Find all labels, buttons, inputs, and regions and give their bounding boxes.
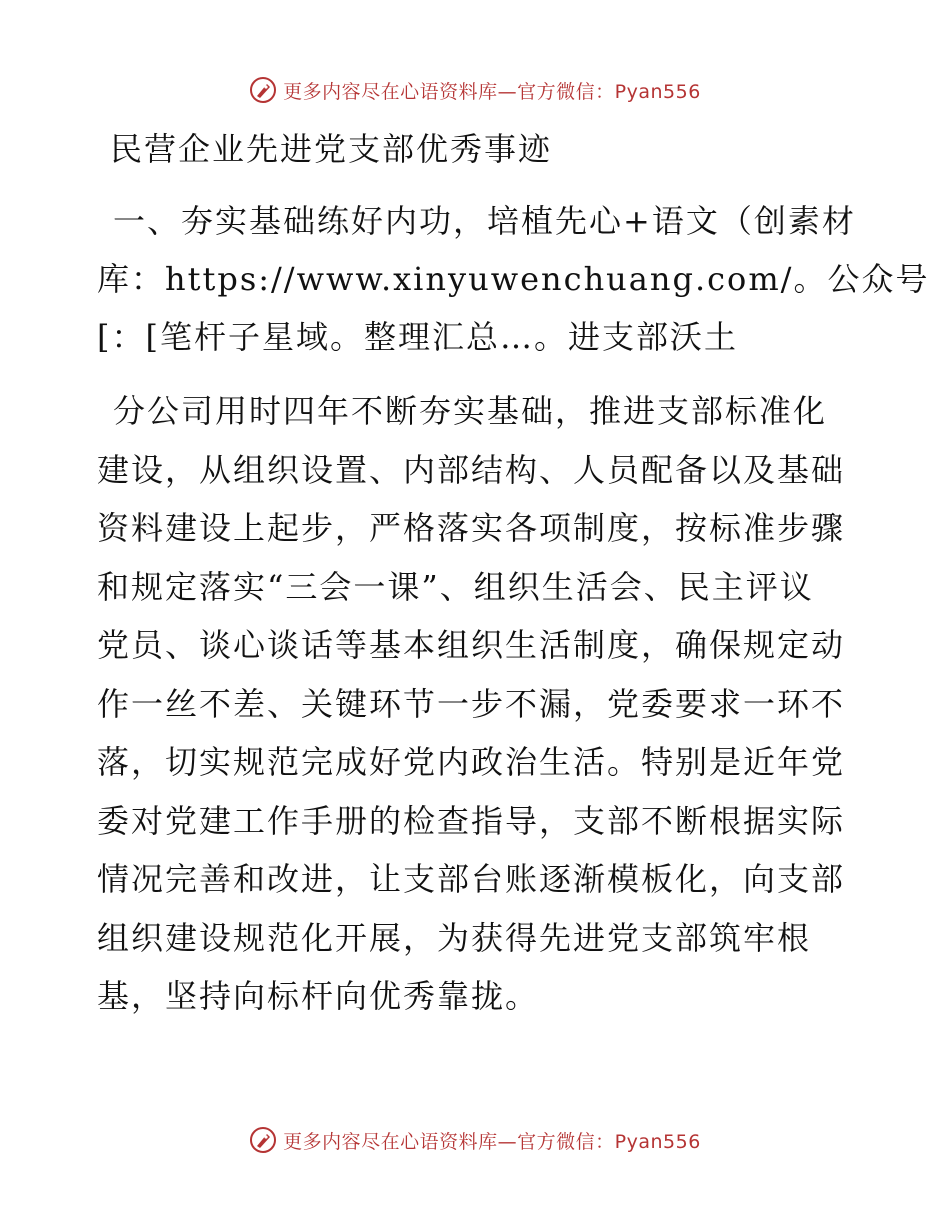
document-title: 民营企业先进党支部优秀事迹 xyxy=(110,130,553,168)
paragraph-line: 基，坚持向标杆向优秀靠拢。 xyxy=(97,977,540,1015)
paragraph-line: 和规定落实“三会一课”、组织生活会、民主评议 xyxy=(97,567,814,606)
paragraph-line: 作一丝不差、关键环节一步不漏，党委要求一环不 xyxy=(97,684,846,723)
pen-nib-logo-icon xyxy=(249,76,277,104)
pen-nib-logo-icon xyxy=(249,1126,277,1154)
paragraph-line: 落，切实规范完成好党内政治生活。特别是近年党 xyxy=(97,743,846,781)
heading-line: 库：https://www.xinyuwenchuang.com/。公众号 xyxy=(97,260,930,298)
paragraph-line: 分公司用时四年不断夯实基础，推进支部标准化 xyxy=(113,392,828,430)
paragraph-line: 委对党建工作手册的检查指导，支部不断根据实际 xyxy=(97,801,846,840)
heading-line: 一、夯实基础练好内功，培植先心+语文（创素材 xyxy=(113,202,856,240)
paragraph-line: 情况完善和改进，让支部台账逐渐模板化，向支部 xyxy=(97,860,846,898)
heading-line: [：[笔杆子星域。整理汇总…。进支部沃土 xyxy=(97,318,738,356)
watermark-text: 更多内容尽在心语资料库—官方微信：Pyan556 xyxy=(283,1130,701,1153)
paragraph-line: 组织建设规范化开展，为获得先进党支部筑牢根 xyxy=(97,918,812,957)
paragraph-line: 建设，从组织设置、内部结构、人员配备以及基础 xyxy=(97,450,846,489)
watermark-text: 更多内容尽在心语资料库—官方微信：Pyan556 xyxy=(283,80,701,103)
section-heading xyxy=(97,192,930,366)
header-watermark xyxy=(0,72,950,108)
paragraph-line: 党员、谈心谈话等基本组织生活制度，确保规定动 xyxy=(97,626,846,664)
body-paragraph xyxy=(97,382,857,1026)
footer-watermark xyxy=(0,1122,950,1158)
paragraph-line: 资料建设上起步，严格落实各项制度，按标准步骤 xyxy=(97,509,846,547)
